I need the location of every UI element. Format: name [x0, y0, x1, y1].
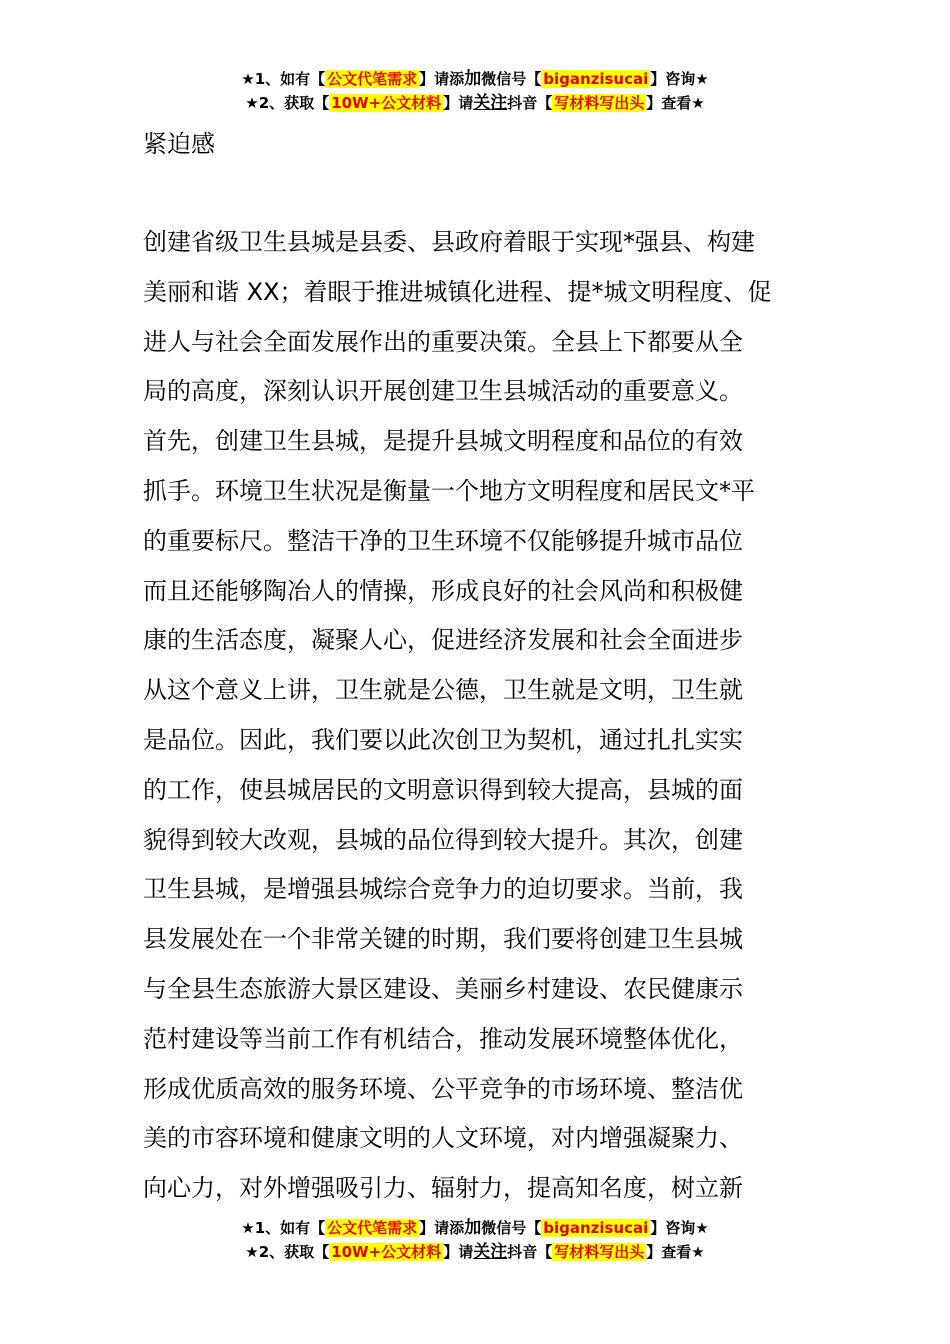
text-line: 创建省级卫生县城是县委、县政府着眼于实现*强县、构建 — [143, 228, 755, 256]
text-line: 县发展处在一个非常关键的时期，我们要将创建卫生县城 — [143, 925, 743, 954]
text-line: 抓手。环境卫生状况是衡量一个地方文明程度和居民文*平 — [143, 476, 755, 505]
text-line: 进人与社会全面发展作出的重要决策。全县上下都要从全 — [143, 327, 743, 356]
text-line: 形成优质高效的服务环境、公平竞争的市场环境、整洁优 — [143, 1074, 743, 1103]
section-heading: 紧迫感 — [143, 130, 215, 158]
text-line: 是品位。因此，我们要以此次创卫为契机，通过扎扎实实 — [143, 725, 743, 754]
text-line: 的工作，使县城居民的文明意识得到较大提高，县城的面 — [143, 775, 743, 804]
banner-text: 微信号【 — [481, 1219, 542, 1237]
banner-text: 】查看★ — [646, 94, 705, 112]
highlight-wechat-id: biganzisucai — [543, 1219, 649, 1237]
text-line: 从这个意义上讲，卫生就是公德，卫生就是文明，卫生就 — [143, 676, 743, 705]
banner-text: ★2、获取【 — [245, 94, 330, 112]
banner-line-2 — [0, 91, 950, 115]
banner-text: 】咨询★ — [650, 70, 709, 88]
spacer — [143, 168, 811, 218]
banner-text: ★1、如有【 — [241, 70, 326, 88]
highlight-douyin-account: 写材料写出头 — [554, 1243, 645, 1261]
text-line: 局的高度，深刻认识开展创建卫生县城活动的重要意义。 — [143, 377, 743, 406]
highlight-douyin-account: 写材料写出头 — [554, 94, 645, 112]
bottom-banner — [0, 1216, 950, 1264]
highlight-materials: 10W+公文材料 — [331, 1243, 442, 1261]
text-line: 美丽和谐 XX；着眼于推进城镇化进程、提*城文明程度、促 — [143, 277, 772, 306]
text-line: 范村建设等当前工作有机结合，推动发展环境整体优化， — [143, 1024, 743, 1053]
highlight-materials: 10W+公文材料 — [331, 94, 442, 112]
banner-emphasis: 关注 — [473, 93, 508, 113]
banner-line-1 — [0, 67, 950, 91]
highlight-wechat-id: biganzisucai — [543, 70, 649, 88]
banner-emphasis: 加 — [464, 69, 482, 89]
banner-text: 抖音【 — [507, 94, 553, 112]
highlight-service: 公文代笔需求 — [327, 1219, 418, 1237]
banner-text: 】咨询★ — [650, 1219, 709, 1237]
banner-text: 微信号【 — [481, 70, 542, 88]
banner-text: 】请添 — [419, 70, 465, 88]
text-line: 康的生活态度，凝聚人心，促进经济发展和社会全面进步 — [143, 626, 743, 655]
text-line: 卫生县城，是增强县城综合竞争力的迫切要求。当前，我 — [143, 875, 743, 904]
banner-text: 】请 — [443, 94, 474, 112]
text-line: 而且还能够陶冶人的情操，形成良好的社会风尚和积极健 — [143, 576, 743, 605]
banner-emphasis: 加 — [464, 1218, 482, 1238]
text-line: 与全县生态旅游大景区建设、美丽乡村建设、农民健康示 — [143, 974, 743, 1003]
text-line: 向心力，对外增强吸引力、辐射力，提高知名度，树立新 — [143, 1174, 743, 1203]
banner-emphasis: 关注 — [473, 1242, 508, 1262]
paragraph — [143, 218, 811, 1214]
document-body — [143, 120, 811, 1214]
banner-line-1 — [0, 1216, 950, 1240]
text-line: 美的市容环境和健康文明的人文环境，对内增强凝聚力、 — [143, 1124, 743, 1153]
text-line: 首先，创建卫生县城，是提升县城文明程度和品位的有效 — [143, 427, 743, 456]
banner-line-2 — [0, 1240, 950, 1264]
banner-text: 抖音【 — [507, 1243, 553, 1261]
highlight-service: 公文代笔需求 — [327, 70, 418, 88]
banner-text: 】请添 — [419, 1219, 465, 1237]
banner-text: ★1、如有【 — [241, 1219, 326, 1237]
top-banner — [0, 67, 950, 115]
banner-text: 】请 — [443, 1243, 474, 1261]
banner-text: 】查看★ — [646, 1243, 705, 1261]
banner-text: ★2、获取【 — [245, 1243, 330, 1261]
text-line: 貌得到较大改观，县城的品位得到较大提升。其次，创建 — [143, 825, 743, 854]
text-line: 的重要标尺。整洁干净的卫生环境不仅能够提升城市品位 — [143, 526, 743, 555]
